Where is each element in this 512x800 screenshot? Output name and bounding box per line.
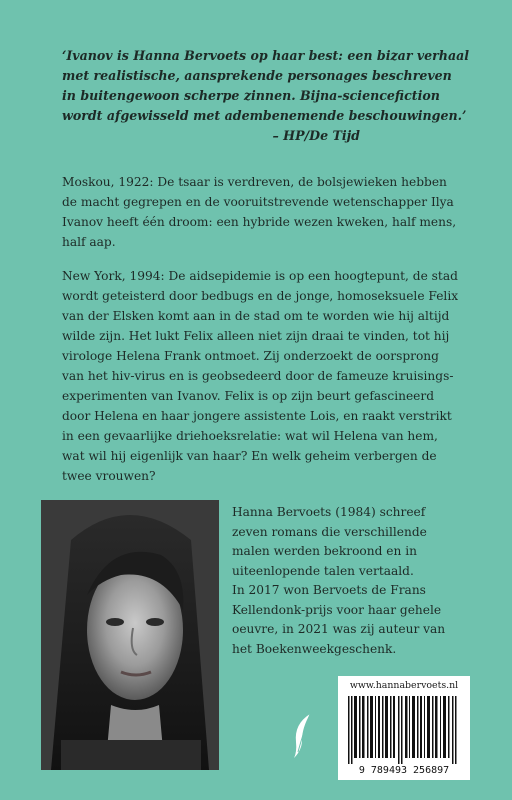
author-portrait-icon: [41, 500, 219, 770]
author-bio: [232, 503, 482, 659]
synopsis-paragraph-2: [62, 266, 472, 486]
paragraph-line: New York, 1994: De aidsepidemie is op een hoogtepunt, de stad: [62, 269, 458, 283]
author-photo: [41, 500, 219, 770]
paragraph-line: virologe Helena Frank ontmoet. Zij onderzoekt de oorsprong: [62, 349, 439, 363]
bio-line: malen werden bekroond en in: [232, 544, 417, 558]
review-quote: [62, 46, 472, 146]
barcode-icon: [346, 696, 462, 764]
paragraph-line: wordt geteisterd door bedbugs en de jonge, homoseksuele Felix: [62, 289, 459, 303]
quote-line: in buitengewoon scherpe zinnen. Bijna-sciencefiction: [62, 88, 440, 103]
paragraph-line: half aap.: [62, 235, 116, 249]
paragraph-line: Ivanov heeft één droom: een hybride wezen kweken, half mens,: [62, 215, 457, 229]
paragraph-line: van het hiv-virus en is geobsedeerd door de fameuze kruisings-: [62, 369, 454, 383]
paragraph-line: Moskou, 1922: De tsaar is verdreven, de bolsjewieken hebben: [62, 175, 447, 189]
paragraph-line: wat wil hij eigenlijk van haar? En welk geheim verbergen de: [62, 449, 437, 463]
quote-line: wordt afgewisseld met adembenemende beschouwingen.’: [62, 108, 467, 123]
isbn-number: 9 789493 256897: [358, 765, 450, 776]
paragraph-line: door Helena en haar jongere assistente Lois, en raakt verstrikt: [62, 409, 452, 423]
quote-attribution: – HP/De Tijd: [272, 128, 360, 143]
bio-line: uiteenlopende talen vertaald.: [232, 563, 414, 578]
bio-line: In 2017 won Bervoets de Frans: [232, 583, 426, 597]
publisher-logo: [290, 712, 316, 764]
quill-logo-icon: [290, 712, 316, 760]
bio-line: oeuvre, in 2021 was zij auteur van: [232, 622, 446, 636]
paragraph-line: wilde zijn. Het lukt Felix alleen niet zijn draai te vinden, tot hij: [62, 329, 450, 343]
paragraph-line: van der Elsken komt aan in de stad om te worden wie hij altijd: [62, 309, 450, 323]
bio-line: Hanna Bervoets (1984) schreef: [232, 505, 426, 519]
bio-line: het Boekenweekgeschenk.: [232, 641, 397, 656]
paragraph-line: de macht gegrepen en de vooruitstrevende wetenschapper Ilya: [62, 195, 454, 209]
bio-line: Kellendonk-prijs voor haar gehele: [232, 602, 442, 617]
quote-line: met realistische, aansprekende personages beschreven: [62, 68, 452, 83]
paragraph-line: experimenten van Ivanov. Felix is op zijn beurt gefascineerd: [62, 389, 435, 403]
author-website: www.hannabervoets.nl: [349, 680, 459, 691]
paragraph-line: in een gevaarlijke driehoeksrelatie: wat wil Helena van hem,: [62, 429, 438, 443]
bio-line: zeven romans die verschillende: [232, 524, 427, 539]
synopsis-paragraph-1: [62, 172, 472, 252]
paragraph-line: twee vrouwen?: [62, 469, 156, 483]
quote-line: ‘Ivanov is Hanna Bervoets op haar best: een bizar verhaal: [62, 48, 470, 63]
barcode-panel: [338, 676, 470, 780]
